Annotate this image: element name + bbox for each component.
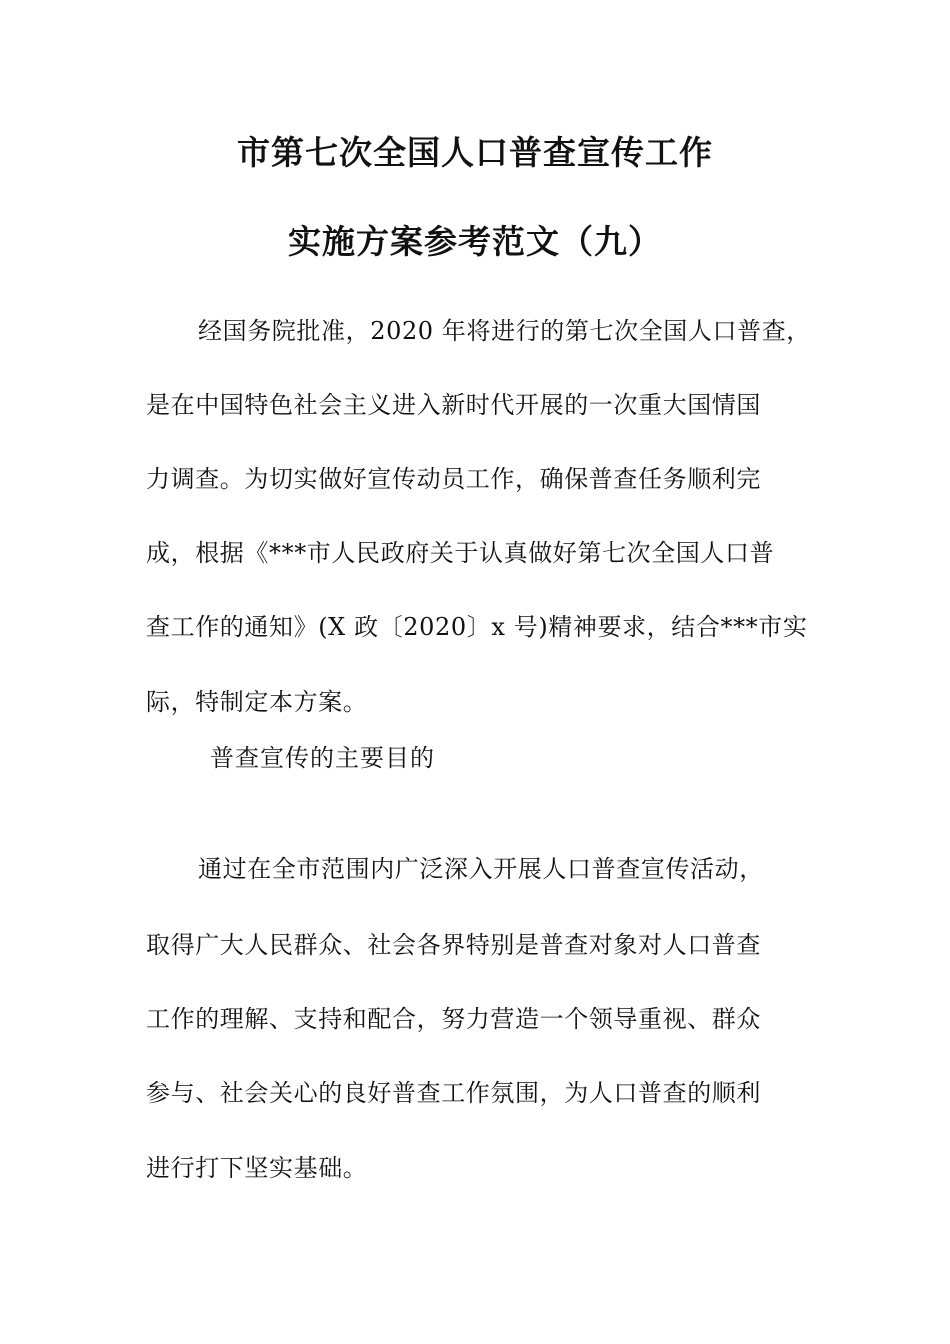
document-title-line-2: 实施方案参考范文（九）	[288, 222, 662, 261]
paragraph-2-line-1: 通过在全市范围内广泛深入开展人口普查宣传活动，	[198, 855, 764, 883]
paragraph-2-line-2: 取得广大人民群众、社会各界特别是普查对象对人口普查	[146, 931, 761, 959]
paragraph-1-line-4: 成，根据《***市人民政府关于认真做好第七次全国人口普	[146, 539, 775, 567]
paragraph-1-line-5: 查工作的通知》(X 政〔2020〕x 号)精神要求，结合***市实	[146, 613, 808, 641]
document-title-line-1: 市第七次全国人口普查宣传工作	[237, 133, 713, 172]
section-heading: 普查宣传的主要目的	[210, 744, 435, 772]
paragraph-1-line-1: 经国务院批准，2020 年将进行的第七次全国人口普查，	[198, 317, 811, 345]
paragraph-2-line-3: 工作的理解、支持和配合，努力营造一个领导重视、群众	[146, 1005, 761, 1033]
paragraph-1-line-6: 际，特制定本方案。	[146, 688, 368, 716]
paragraph-1-line-3: 力调查。为切实做好宣传动员工作，确保普查任务顺利完	[146, 465, 761, 493]
paragraph-2-line-4: 参与、社会关心的良好普查工作氛围，为人口普查的顺利	[146, 1079, 761, 1107]
paragraph-1-line-2: 是在中国特色社会主义进入新时代开展的一次重大国情国	[146, 391, 761, 419]
paragraph-2-line-5: 进行打下坚实基础。	[146, 1154, 368, 1182]
